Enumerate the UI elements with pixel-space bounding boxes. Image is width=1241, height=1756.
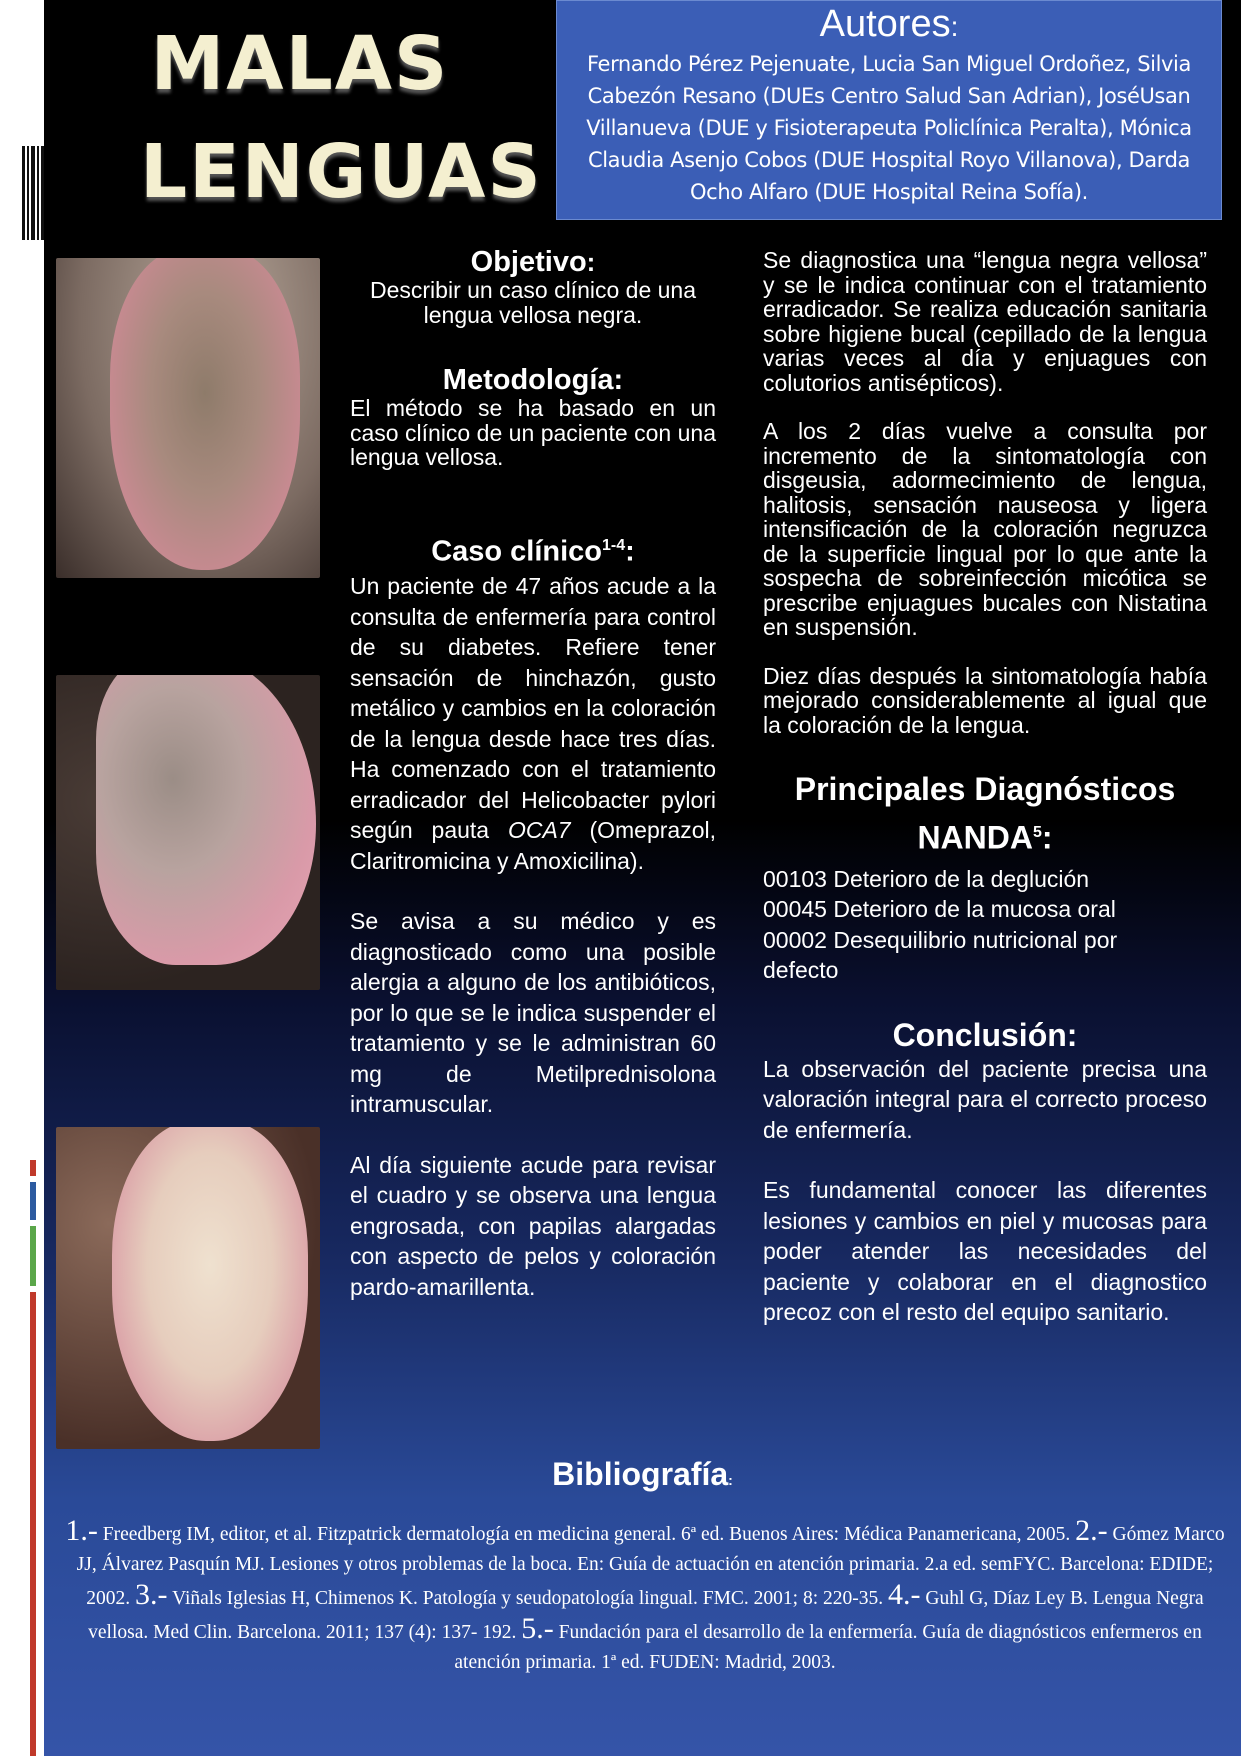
caso-clinico-paragraph-2: Se avisa a su médico y es diagnosticado como una posible alergia a alguno de los antibióticos, por lo que se le indica suspender el tratamiento y se le administran 60 mg de Metilprednisolona intramuscular.	[350, 908, 716, 1118]
nanda-item: 00103 Deterioro de la deglución	[763, 865, 1090, 892]
tongue-photo-2	[56, 675, 320, 990]
followup-paragraph: A los 2 días vuelve a consulta por incremento de la sintomatología con disgeusia, adormecimiento de lengua, halitosis, sensación nauseosa y ligera intensificación de la coloración negruzca de la superficie lingual por lo que ante la sospecha de sobreinfección micótica se prescribe enjuagues bucales con Nistatina en suspensión.	[763, 418, 1207, 640]
title-line-1: MALAS	[150, 21, 450, 107]
caso-clinico-paragraph-3: Al día siguiente acude para revisar el cuadro y se observa una lengua engrosada, con papilas alargadas con aspecto de pelos y coloración pardo-amarillenta.	[350, 1151, 716, 1300]
decor-bar-green	[30, 1226, 36, 1286]
authors-list: Fernando Pérez Pejenuate, Lucia San Miguel Ordoñez, Silvia Cabezón Resano (DUEs Centro Salud San Adrian), JoséUsan Villanueva (DUE y Fisioterapeuta Policlínica Peralta), Mónica Claudia Asenjo Cobos (DUE Hospital Royo Villanova), Darda Ocho Alfaro (DUE Hospital Reina Sofía).	[586, 52, 1192, 204]
decor-bar-red-2	[30, 1292, 36, 1756]
right-column	[763, 248, 1207, 1328]
diagnosticos-heading: Principales Diagnósticos NANDA$^5$:	[794, 771, 1176, 856]
tongue-photo-1	[56, 258, 320, 578]
authors-box	[556, 0, 1222, 220]
poster-title	[140, 10, 543, 226]
title-line-2: LENGUAS	[140, 129, 543, 215]
conclusion-paragraph-1: La observación del paciente precisa una valoración integral para el correcto proceso de enfermería.	[763, 1055, 1207, 1143]
authors-heading: Autores:	[819, 3, 959, 45]
decor-bar-red-1	[30, 1160, 36, 1176]
ref-3: 3.- Viñals Iglesias H, Chimenos K. Patología y seudopatología lingual. FMC. 2001; 8: 220-35.	[135, 1578, 884, 1611]
conclusion-heading: Conclusión:	[892, 1016, 1078, 1053]
conclusion-paragraph-2: Es fundamental conocer las diferentes lesiones y cambios en piel y mucosas para poder atender las necesidades del paciente y colaborar en el diagnostico precoz con el resto del equipo sanitario.	[763, 1177, 1207, 1326]
poster	[44, 0, 1241, 1756]
left-margin-strip	[0, 0, 44, 1756]
nanda-item: 00002 Desequilibrio nutricional por defecto	[763, 926, 1118, 984]
bibliografia-heading: Bibliografía:	[552, 1456, 733, 1492]
ref-1: 1.- Freedberg IM, editor, et al. Fitzpatrick dermatología en medicina general. 6ª ed. Buenos Aires: Médica Panamericana, 2005.	[65, 1514, 1071, 1547]
caso-clinico-heading: Caso clínico$^{1-4}$:	[431, 535, 635, 568]
metodologia-text: El método se ha basado en un caso clínico de un paciente con una lengua vellosa.	[350, 395, 716, 470]
objetivo-text: Describir un caso clínico de una lengua vellosa negra.	[370, 277, 696, 328]
outcome-paragraph: Diez días después la sintomatología había mejorado considerablemente al igual que la coloración de la lengua.	[763, 662, 1207, 738]
caso-clinico-paragraph-1: Un paciente de 47 años acude a la consulta de enfermería para control de su diabetes. Refiere tener sensación de hinchazón, gusto metálico y cambios en la coloración de la lengua desde hace tres días. Ha comenzado con el tratamiento erradicador del Helicobacter pylori según pauta OCA7 (Omeprazol, Claritromicina y Amoxicilina).	[350, 573, 716, 874]
barcode-decoration	[22, 146, 44, 240]
ref-5: 5.- Fundación para el desarrollo de la enfermería. Guía de diagnósticos enfermeros en atención primaria. 1ª ed. FUDEN: Madrid, 2003.	[454, 1612, 1202, 1673]
tongue-photo-3	[56, 1127, 320, 1449]
metodologia-heading: Metodología:	[442, 364, 624, 396]
ref-4: 4.- Guhl G, Díaz Ley B. Lengua Negra vellosa. Med Clin. Barcelona. 2011; 137 (4): 137- 192.	[88, 1578, 1204, 1643]
middle-column	[350, 246, 716, 1302]
objetivo-heading: Objetivo:	[470, 246, 596, 278]
nanda-item: 00045 Deterioro de la mucosa oral	[763, 896, 1116, 923]
ref-2: 2.- Gómez Marco JJ, Álvarez Pasquín MJ. Lesiones y otros problemas de la boca. En: Guía de actuación en atención primaria. 2.a ed. semFYC. Barcelona: EDIDE; 2002.	[76, 1514, 1225, 1609]
bibliografia-text	[60, 1516, 1230, 1678]
decor-bar-blue	[30, 1182, 36, 1220]
diagnosis-paragraph: Se diagnostica una “lengua negra vellosa” y se le indica continuar con el tratamiento erradicador. Se realiza educación sanitaria sobre higiene bucal (cepillado de la lengua varias veces al día y enjuagues con colutorios antisépticos).	[763, 247, 1207, 396]
nanda-list	[763, 864, 1207, 986]
